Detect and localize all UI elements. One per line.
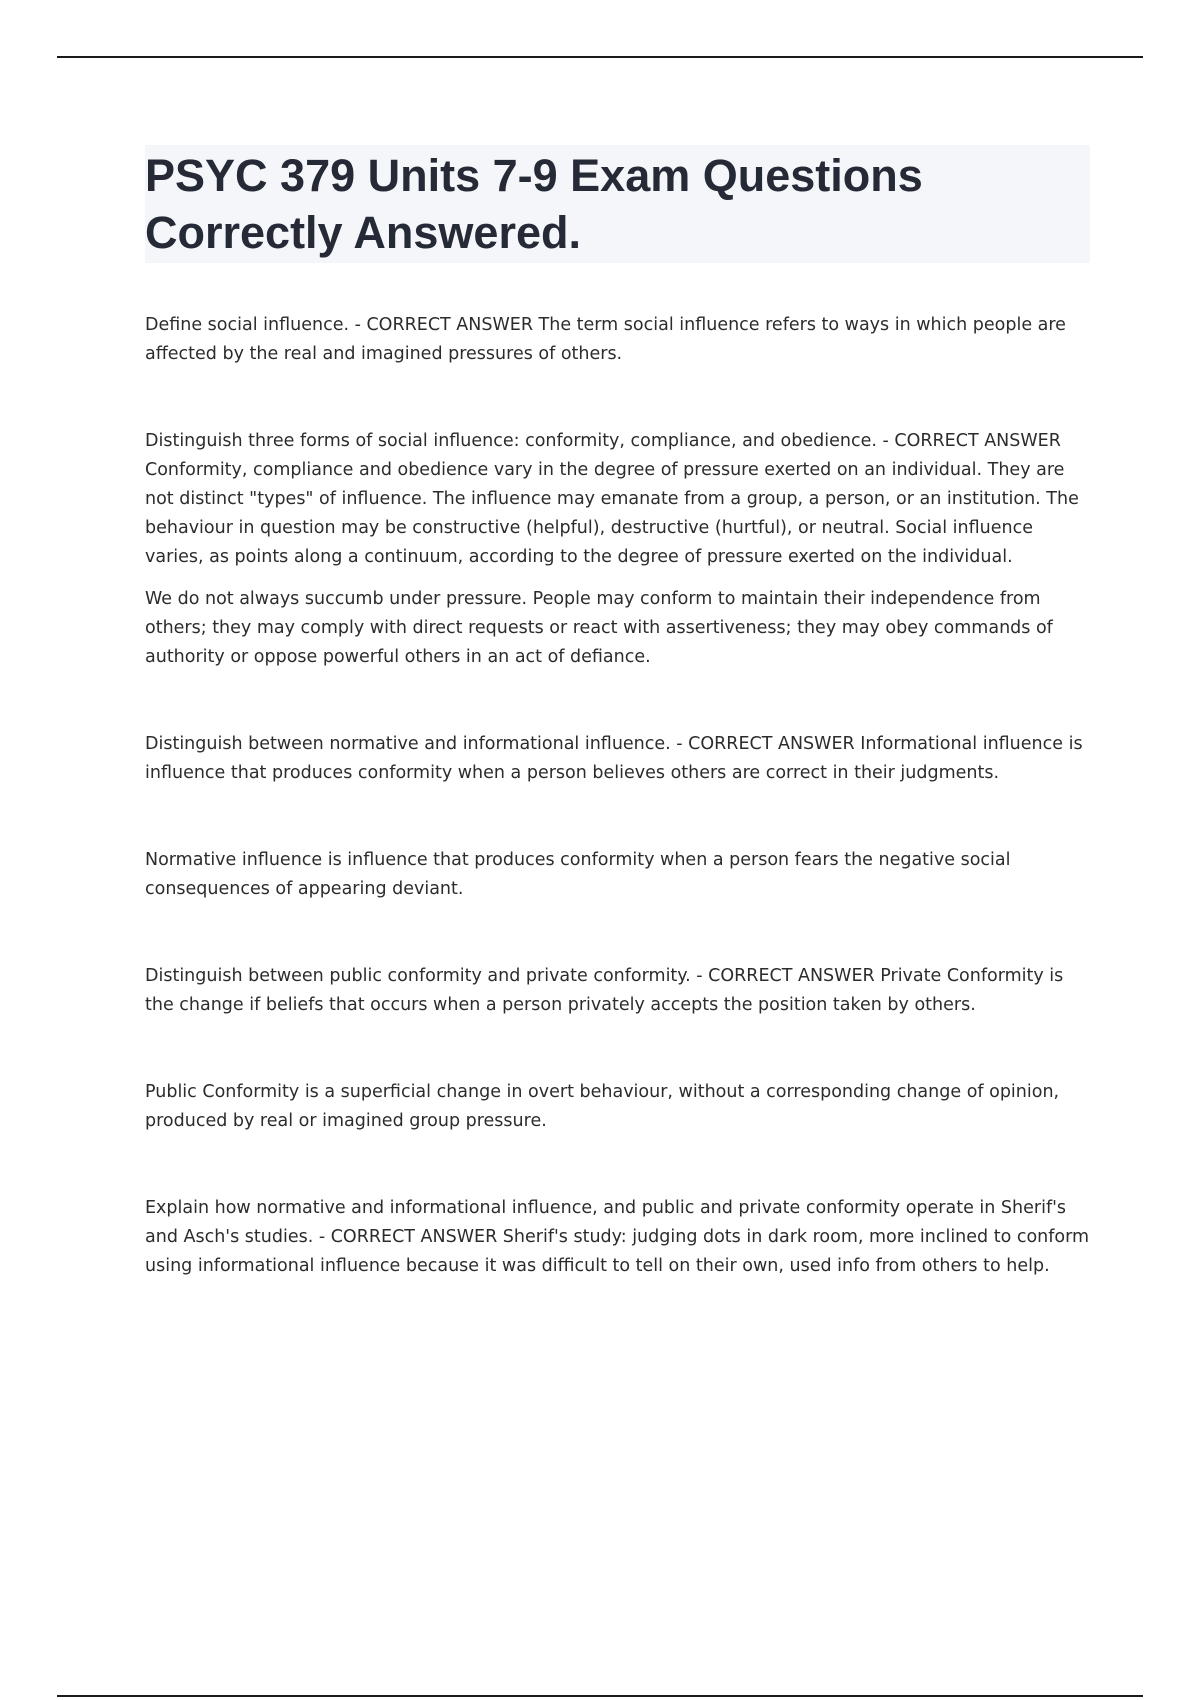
document-title: PSYC 379 Units 7-9 Exam Questions Correctly Answered. xyxy=(145,150,923,258)
paragraph-succumb-pressure: We do not always succumb under pressure. People may conform to maintain their independence from others; they may comply with direct requests or react with assertiveness; they may obey commands of authority or oppose powerful others in an act of defiance. xyxy=(145,589,1053,667)
paragraph-define-social-influence: Define social influence. - CORRECT ANSWER The term social influence refers to ways in which people are affected by the real and imagined pressures of others. xyxy=(145,315,1066,364)
title-banner xyxy=(145,145,1090,263)
paragraph-normative-influence: Normative influence is influence that produces conformity when a person fears the negative social consequences of appearing deviant. xyxy=(145,850,1011,899)
paragraph-sherif-asch: Explain how normative and informational influence, and public and private conformity operate in Sherif's and Asch's studies. - CORRECT ANSWER Sherif's study: judging dots in dark room, more inclined to conform using informational influence because it was difficult to tell on their own, used info from others to help. xyxy=(145,1198,1090,1276)
paragraph-private-conformity: Distinguish between public conformity and private conformity. - CORRECT ANSWER Private Conformity is the change if beliefs that occurs when a person privately accepts the position taken by others. xyxy=(145,966,1064,1015)
document-body xyxy=(145,145,1090,1281)
paragraph-three-forms: Distinguish three forms of social influence: conformity, compliance, and obedience. - CORRECT ANSWER Conformity, compliance and obedience vary in the degree of pressure exerted on an individual. They are not distinct "types" of influence. The influence may emanate from a group, a person, or an institution. The behaviour in question may be constructive (helpful), destructive (hurtful), or neutral. Social influence varies, as points along a continuum, according to the degree of pressure exerted on the individual. xyxy=(145,431,1079,567)
top-rule xyxy=(57,56,1143,58)
paragraph-public-conformity: Public Conformity is a superficial change in overt behaviour, without a corresponding change of opinion, produced by real or imagined group pressure. xyxy=(145,1082,1060,1131)
bottom-rule xyxy=(57,1695,1143,1697)
paragraph-informational-influence: Distinguish between normative and informational influence. - CORRECT ANSWER Informational influence is influence that produces conformity when a person believes others are correct in their judgments. xyxy=(145,734,1083,783)
